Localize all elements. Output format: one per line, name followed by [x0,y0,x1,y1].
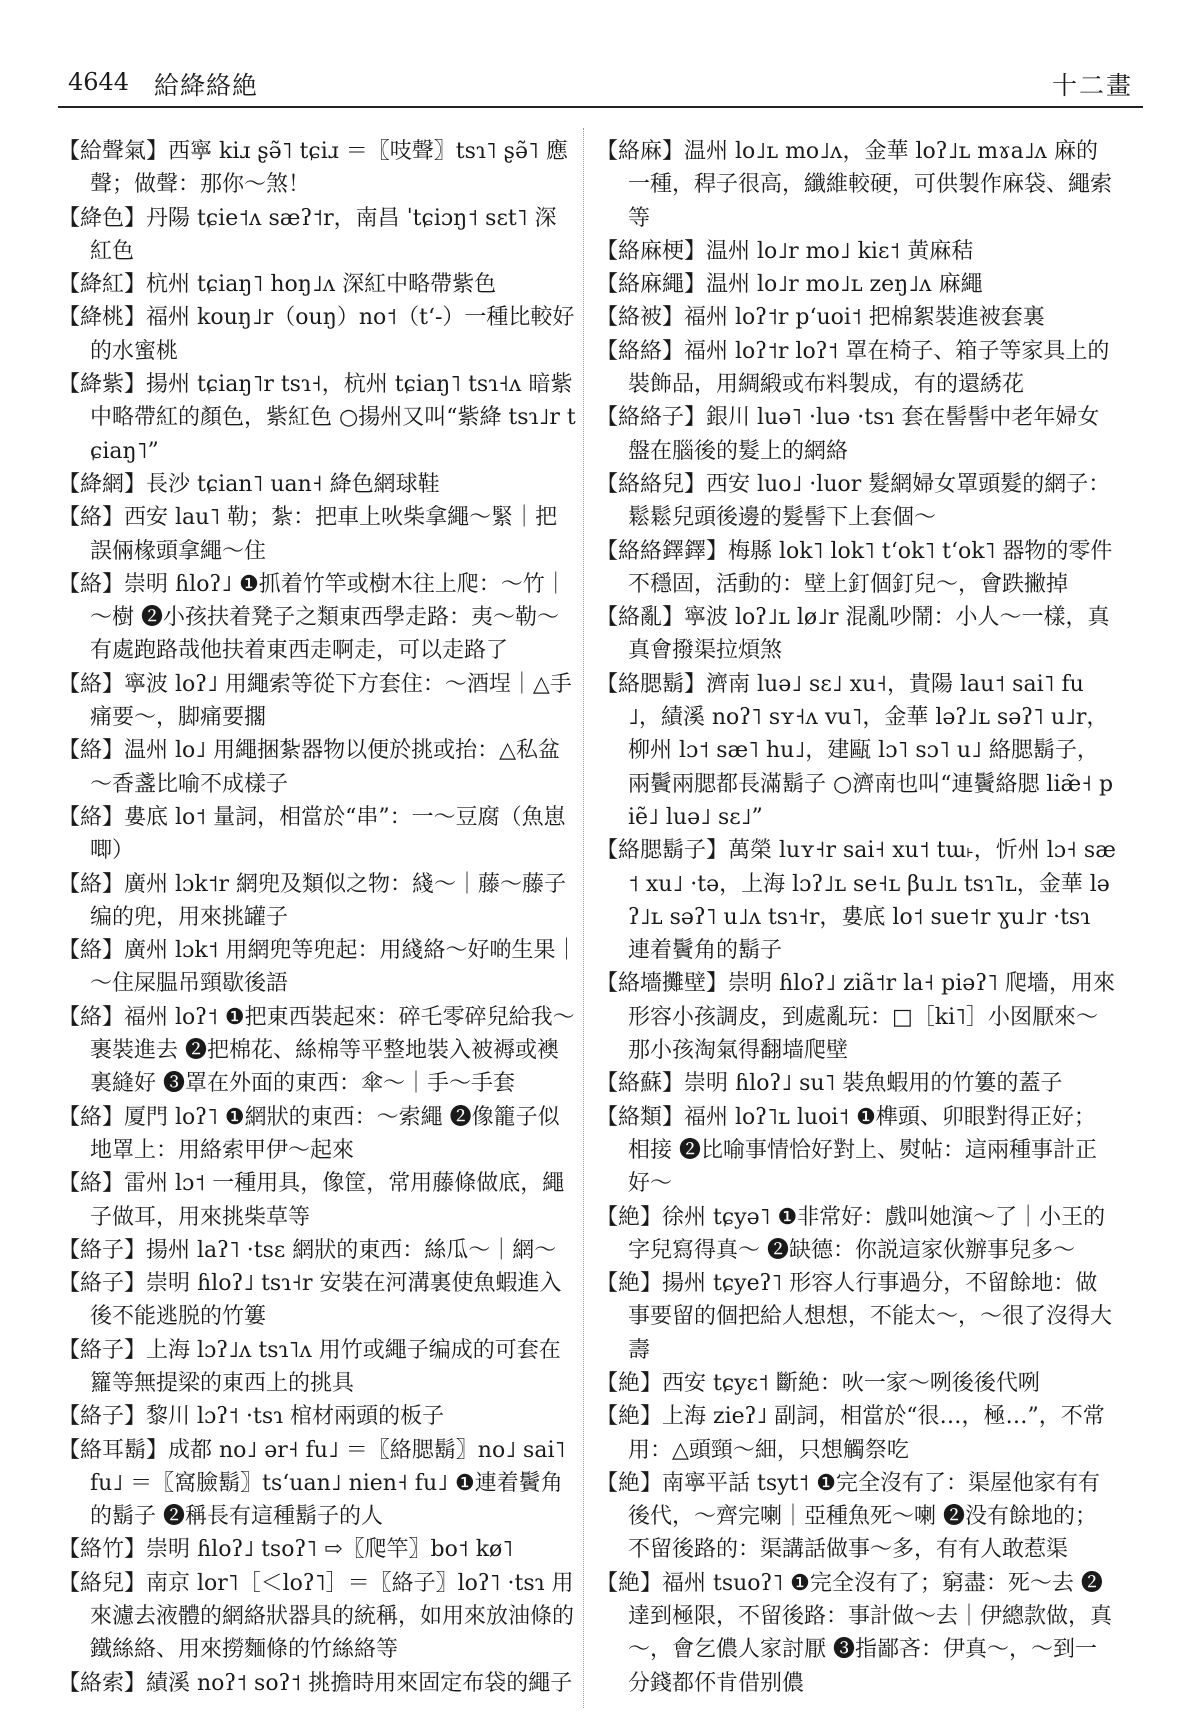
dictionary-entry: 【給聲氣】西寧 kiɹ ʂə̃˥ tɕiɹ ＝〖吱聲〗tsɿ˥ ʂə̃˥ 應聲；做聲：那你～煞！ [58,139,568,198]
dictionary-entry: 【絡被】福州 loʔ˦r pʻuoi˦ 把棉絮裝進被套裏 [596,305,1045,331]
dictionary-entry: 【絡腮鬍子】萬榮 luʏ˧r sai˧ xu˦ tɯ˫，忻州 lɔ˧ sæ˦ xu˩ ·tə，上海 lɔʔ˩ʟ se˧ʟ βu˩ʟ tsɿ˥ʟ，金華 ləʔ˩ʟ səʔ˥ u˩ʌ tsɿ˧r，婁底 lo˦ sue˦r ɣu˩r ·tsɿ 連着鬢角的鬍子 [596,838,1116,964]
dictionary-entry: 【絳紫】揚州 tɕiaŋ˥r tsɿ˧，杭州 tɕiaŋ˥ tsɿ˧ʌ 暗紫中略帶紅的顏色，紫紅色 ○揚州又叫“紫絳 tsɿ˩r tɕiaŋ˥” [58,372,576,464]
dictionary-entry: 【絡絡子】銀川 luə˥ ·luə ·tsɿ 套在髻髻中老年婦女盤在腦後的髮上的網絡 [596,405,1100,464]
dictionary-entry: 【絡墻攤壁】崇明 ɦloʔ˩ ziã˦r la˧ piəʔ˥ 爬墻，用來形容小孩調皮，到處亂玩：□［ki˥］小囡厭來～那小孩淘氣得翻墙爬壁 [596,971,1115,1064]
dictionary-entry: 【絡麻繩】温州 lo˩r mo˩ʟ zeŋ˩ʌ 麻繩 [596,272,983,298]
dictionary-entry: 【絡麻】温州 lo˩ʟ mo˩ʌ，金華 loʔ˩ʟ mɤa˩ʌ 麻的一種，稈子很高，纖維較硬，可供製作麻袋、繩索等 [596,139,1113,231]
dictionary-entry: 【絡】雷州 lɔ˦ 一種用具，像筐，常用藤條做底，繩子做耳，用來挑柴草等 [58,1171,565,1230]
dictionary-entry: 【絡子】黎川 lɔʔ˦ ·tsɿ 棺材兩頭的板子 [58,1404,445,1430]
dictionary-entry: 【絡】温州 lo˩ 用繩捆紮器物以便於挑或抬：△私盆～香盞比喻不成樣子 [58,738,561,797]
dictionary-entry: 【絡絡兒】西安 luo˩ ·luor 髮網婦女罩頭髮的網子：鬆鬆兒頭後邊的髮髻下上套個～ [596,471,1111,531]
dictionary-entry: 【絡麻梗】温州 lo˩r mo˩ kiɛ˦ 黄麻秸 [596,238,974,264]
dictionary-entry: 【絡】廣州 lɔk˦ 用網兜等兜起：用綫絡～好啲生果｜～住屎腽吊頸歇後語 [58,938,578,997]
dictionary-entry: 【絡兒】南京 lor˥［＜loʔ˥］＝〖絡子〗loʔ˥ ·tsɿ 用來濾去液體的網絡狀器具的統稱，如用來放油條的鐵絲絡、用來撈麵條的竹絲絡等 [58,1570,575,1663]
dictionary-entry: 【絡子】揚州 laʔ˥ ·tsɛ 網狀的東西：絲瓜～｜網～ [58,1237,557,1263]
dictionary-entry: 【絳色】丹陽 tɕie˦ʌ sæʔ˦r，南昌 ˈtɕiɔŋ˦ sɛt˥ 深紅色 [58,205,557,264]
dictionary-entry: 【絡亂】寧波 loʔ˩ʟ lø˩r 混亂吵鬧：小人～一樣，真真會撥渠拉煩煞 [596,605,1110,664]
dictionary-entry: 【絶】上海 zieʔ˩ 副詞，相當於“很…，極…”，不常用：△頭頸～細，只想觸祭吃 [596,1404,1105,1463]
dictionary-entry: 【絡腮鬍】濟南 luə˩ sɛ˩ xu˧，貴陽 lau˦ sai˥ fu˩，績溪 noʔ˥ sʏ˧ʌ vu˥，金華 ləʔ˩ʟ səʔ˥ u˩r，柳州 lɔ˦ sæ˥ hu˩，建甌 lɔ˥ sɔ˥ u˩ 絡腮鬍子，兩鬢兩腮都長滿鬍子 ○濟南也叫“連鬢絡腮 liæ̃˧ piẽ˩ luə˩ sɛ˩” [596,671,1114,830]
dictionary-entry: 【絡】西安 lau˥ 勒；紮：把車上吙柴拿繩～緊｜把誤倆椽頭拿繩～住 [58,505,558,564]
dictionary-entry: 【絡類】福州 loʔ˥ʟ luoi˦ ❶榫頭、卯眼對得正好；相接 ❷比喻事情恰好對上、熨帖：這兩種事計正好～ [596,1104,1097,1197]
section-stroke-count: 十二畫 [1051,71,1133,100]
page-header [58,62,1143,108]
dictionary-entry: 【絡絡】福州 loʔ˦r loʔ˦ 罩在椅子、箱子等家具上的裝飾品，用綢緞或布料製成，有的還綉花 [596,338,1110,398]
dictionary-entry: 【絡】崇明 ɦloʔ˩ ❶抓着竹竿或樹木往上爬：～竹｜～樹 ❷小孩扶着凳子之類東西學走路：夷～勒～有處跑路哉他扶着東西走啊走，可以走路了 [58,571,567,664]
dictionary-entry: 【絡耳鬍】成都 no˩ ər˧ fu˩ ＝〖絡腮鬍〗no˩ sai˥ fu˩ ＝〖窩臉鬍〗tsʻuan˩ nien˧ fu˩ ❶連着鬢角的鬍子 ❷稱長有這種鬍子的人 [58,1437,566,1530]
page-number: 4644 [68,68,130,96]
right-column [596,135,1116,1700]
left-column [58,135,578,1700]
dictionary-entry: 【絡索】績溪 noʔ˦ soʔ˦ 挑擔時用來固定布袋的繩子 [58,1670,573,1696]
dictionary-entry: 【絡】婁底 lo˦ 量詞，相當於“串”：一～豆腐（魚崽唧） [58,804,566,864]
head-characters: 給絳絡絶 [154,71,259,100]
dictionary-entry: 【絡】厦門 loʔ˥ ❶網狀的東西：～索繩 ❷像籠子似地罩上：用絡索甲伊～起來 [58,1104,560,1163]
dictionary-entry: 【絶】西安 tɕyɛ˦ 斷絶：吙一家～咧後後代咧 [596,1370,1040,1396]
dictionary-entry: 【絶】南寧平話 tsyt˦ ❶完全沒有了：渠屋他家有有後代，～齊完喇｜亞種魚死～喇 ❷没有餘地的；不留後路的：渠講話做事～多，有有人敢惹渠 [596,1470,1100,1563]
dictionary-entry: 【絳紅】杭州 tɕiaŋ˥ hoŋ˩ʌ 深紅中略帶紫色 [58,272,497,298]
dictionary-entry: 【絡竹】崇明 ɦloʔ˩ tsoʔ˥ ⇨〖爬竿〗bo˦ kø˥ [58,1537,514,1563]
dictionary-entry: 【絶】福州 tsuoʔ˥ ❶完全沒有了；窮盡：死～去 ❷達到極限，不留後路：事計做～去｜伊總款做，真～，會乞儂人家討厭 ❸指鄙吝：伊真～，～到一分錢都伓肯借别儂 [596,1570,1113,1696]
dictionary-entry: 【絡】寧波 loʔ˩ 用繩索等從下方套住：～酒埕｜△手痛要～，脚痛要擱 [58,671,572,731]
dictionary-entry: 【絡絡鐸鐸】梅縣 lok˥ lok˥ tʻok˥ tʻok˥ 器物的零件不穩固，活動的：壁上釘個釘兒～，會跌撇掉 [596,538,1113,597]
dictionary-entry: 【絡】廣州 lɔk˦r 網兜及類似之物：綫～｜藤～藤子编的兜，用來挑罐子 [58,871,567,930]
column-divider [583,128,585,1708]
dictionary-entry: 【絡子】上海 lɔʔ˩ʌ tsɿ˥ʌ 用竹或繩子编成的可套在籮等無提梁的東西上的挑具 [58,1337,561,1396]
dictionary-entry: 【絶】揚州 tɕyeʔ˥ 形容人行事過分，不留餘地：做事要留的個把給人想想，不能太～，～很了沒得大壽 [596,1271,1113,1363]
dictionary-entry: 【絳網】長沙 tɕian˥ uan˧ 絳色網球鞋 [58,471,440,497]
dictionary-entry: 【絡子】崇明 ɦloʔ˩ tsɿ˧r 安裝在河溝裏使魚蝦進入後不能逃脱的竹簍 [58,1271,562,1330]
dictionary-entry: 【絡】福州 loʔ˦ ❶把東西裝起來：碎乇零碎兒給我～裹裝進去 ❷把棉花、絲棉等平整地裝入被褥或襖裏縫好 ❸罩在外面的東西：傘～｜手～手套 [58,1004,575,1097]
dictionary-entry: 【絳桃】福州 kouŋ˩r（ouŋ）no˦（tʻ-）一種比較好的水蜜桃 [58,305,575,364]
dictionary-entry: 【絶】徐州 tɕyə˥ ❶非常好：戲叫她演～了｜小王的字兒寫得真～ ❷缺德：你説這家伙辦事兒多～ [596,1204,1106,1263]
dictionary-entry: 【絡蘇】崇明 ɦloʔ˩ su˥ 裝魚蝦用的竹簍的蓋子 [596,1071,1063,1097]
